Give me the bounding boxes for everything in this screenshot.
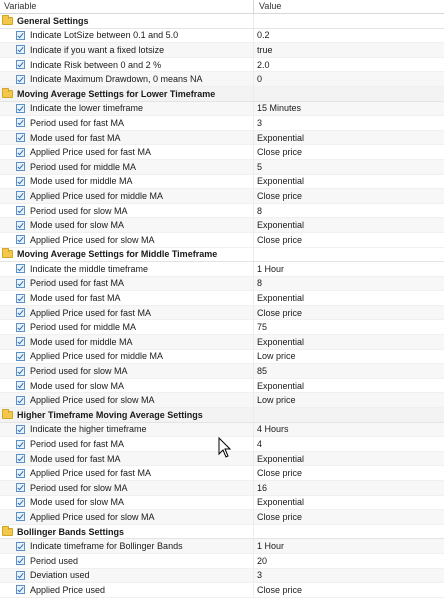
- parameter-checkbox-icon: [16, 454, 25, 463]
- parameter-name: Indicate if you want a fixed lotsize: [30, 44, 165, 55]
- parameter-checkbox-icon: [16, 425, 25, 434]
- parameter-name-cell: [0, 204, 254, 218]
- parameter-name-cell: [0, 262, 254, 276]
- parameter-row[interactable]: [0, 131, 444, 146]
- parameter-value[interactable]: 0.2: [257, 30, 270, 41]
- value-column-header[interactable]: Value: [259, 1, 282, 11]
- parameter-name-cell: [0, 72, 254, 86]
- parameter-name-cell: [0, 379, 254, 393]
- parameter-name: Applied Price used for middle MA: [30, 190, 164, 201]
- parameter-name: Period used: [30, 555, 79, 566]
- parameter-checkbox-icon: [16, 221, 25, 230]
- parameter-row[interactable]: [0, 204, 444, 219]
- parameter-value[interactable]: true: [257, 44, 273, 55]
- parameter-row[interactable]: [0, 335, 444, 350]
- parameter-name-cell: [0, 437, 254, 451]
- parameter-value[interactable]: Exponential: [257, 380, 305, 391]
- parameter-row[interactable]: [0, 350, 444, 365]
- parameter-value[interactable]: 8: [257, 278, 263, 289]
- parameter-row[interactable]: [0, 145, 444, 160]
- parameter-checkbox-icon: [16, 31, 25, 40]
- parameter-checkbox-icon: [16, 469, 25, 478]
- folder-icon: [2, 250, 13, 258]
- parameter-row[interactable]: [0, 233, 444, 248]
- group-row[interactable]: [0, 14, 444, 29]
- parameter-checkbox-icon: [16, 308, 25, 317]
- parameter-name-cell: [0, 583, 254, 597]
- parameter-name: Period used for fast MA: [30, 278, 125, 289]
- parameter-name: Indicate the higher timeframe: [30, 424, 147, 435]
- parameter-value[interactable]: 3: [257, 117, 263, 128]
- group-row[interactable]: [0, 408, 444, 423]
- parameter-name: Mode used for slow MA: [30, 497, 125, 508]
- parameter-checkbox-icon: [16, 396, 25, 405]
- parameter-value[interactable]: Exponential: [257, 293, 305, 304]
- parameter-value[interactable]: 85: [257, 366, 268, 377]
- folder-icon: [2, 528, 13, 536]
- parameter-value[interactable]: 16: [257, 482, 268, 493]
- parameter-value[interactable]: 3: [257, 570, 263, 581]
- parameter-name-cell: [0, 393, 254, 407]
- parameter-name: Indicate Risk between 0 and 2 %: [30, 59, 162, 70]
- parameter-value[interactable]: 75: [257, 322, 268, 333]
- group-value-cell: [254, 87, 444, 101]
- parameter-name: Mode used for middle MA: [30, 176, 133, 187]
- group-value-cell: [254, 14, 444, 28]
- parameter-row[interactable]: [0, 393, 444, 408]
- parameter-checkbox-icon: [16, 556, 25, 565]
- parameter-row[interactable]: [0, 554, 444, 569]
- parameter-name: Applied Price used: [30, 584, 106, 595]
- parameter-name: Period used for fast MA: [30, 117, 125, 128]
- parameter-checkbox-icon: [16, 279, 25, 288]
- parameter-value[interactable]: Exponential: [257, 497, 305, 508]
- group-value-cell: [254, 525, 444, 539]
- parameter-value[interactable]: 4 Hours: [257, 424, 289, 435]
- parameter-checkbox-icon: [16, 483, 25, 492]
- parameter-name-cell: [0, 189, 254, 203]
- parameter-name-cell: [0, 131, 254, 145]
- parameter-name: Indicate the lower timeframe: [30, 103, 144, 114]
- parameter-name: Mode used for slow MA: [30, 220, 125, 231]
- parameter-name-cell: [0, 496, 254, 510]
- parameter-row[interactable]: [0, 569, 444, 584]
- parameter-name-cell: [0, 320, 254, 334]
- parameter-row[interactable]: [0, 466, 444, 481]
- parameter-name-cell: [0, 43, 254, 57]
- parameter-name: Mode used for fast MA: [30, 293, 121, 304]
- parameter-row[interactable]: [0, 58, 444, 73]
- parameter-name: Applied Price used for slow MA: [30, 511, 155, 522]
- parameter-name: Period used for fast MA: [30, 439, 125, 450]
- parameter-row[interactable]: [0, 116, 444, 131]
- parameter-name-cell: [0, 481, 254, 495]
- group-title: Higher Timeframe Moving Average Settings: [17, 409, 203, 420]
- parameter-name: Indicate timeframe for Bollinger Bands: [30, 541, 183, 552]
- parameter-value[interactable]: Close price: [257, 234, 303, 245]
- parameter-value[interactable]: Close price: [257, 147, 303, 158]
- parameter-name: Indicate the middle timeframe: [30, 263, 149, 274]
- group-cell: [0, 248, 254, 262]
- parameter-name-cell: [0, 306, 254, 320]
- parameter-row[interactable]: [0, 510, 444, 525]
- parameter-row[interactable]: [0, 43, 444, 58]
- parameter-checkbox-icon: [16, 337, 25, 346]
- parameter-name-cell: [0, 233, 254, 247]
- parameter-row[interactable]: [0, 102, 444, 117]
- parameter-checkbox-icon: [16, 352, 25, 361]
- parameter-value[interactable]: Low price: [257, 395, 296, 406]
- parameter-row[interactable]: [0, 277, 444, 292]
- group-cell: [0, 14, 254, 28]
- parameter-name-cell: [0, 175, 254, 189]
- parameter-row[interactable]: [0, 306, 444, 321]
- parameter-row[interactable]: [0, 29, 444, 44]
- parameter-name-cell: [0, 423, 254, 437]
- parameter-value[interactable]: 1 Hour: [257, 541, 285, 552]
- parameter-row[interactable]: [0, 218, 444, 233]
- parameter-name-cell: [0, 116, 254, 130]
- parameter-value[interactable]: Close price: [257, 468, 303, 479]
- parameter-name: Mode used for fast MA: [30, 453, 121, 464]
- parameter-row[interactable]: [0, 423, 444, 438]
- parameter-checkbox-icon: [16, 498, 25, 507]
- parameter-row[interactable]: [0, 175, 444, 190]
- parameter-checkbox-icon: [16, 148, 25, 157]
- group-value-cell: [254, 248, 444, 262]
- parameter-name: Period used for slow MA: [30, 482, 128, 493]
- parameter-name: Applied Price used for middle MA: [30, 351, 164, 362]
- folder-icon: [2, 411, 13, 419]
- parameter-value[interactable]: Exponential: [257, 220, 305, 231]
- parameter-row[interactable]: [0, 320, 444, 335]
- parameter-value[interactable]: Exponential: [257, 132, 305, 143]
- parameter-name-cell: [0, 335, 254, 349]
- parameter-checkbox-icon: [16, 118, 25, 127]
- parameter-checkbox-icon: [16, 440, 25, 449]
- parameter-value[interactable]: 0: [257, 74, 263, 85]
- parameter-row[interactable]: [0, 189, 444, 204]
- parameter-name-cell: [0, 145, 254, 159]
- parameter-checkbox-icon: [16, 264, 25, 273]
- parameter-checkbox-icon: [16, 367, 25, 376]
- parameter-name: Period used for middle MA: [30, 322, 137, 333]
- parameter-row[interactable]: [0, 481, 444, 496]
- parameter-row[interactable]: [0, 291, 444, 306]
- parameter-checkbox-icon: [16, 162, 25, 171]
- parameter-row[interactable]: [0, 262, 444, 277]
- parameter-name: Period used for slow MA: [30, 205, 128, 216]
- parameter-checkbox-icon: [16, 45, 25, 54]
- group-title: Moving Average Settings for Lower Timeframe: [17, 88, 216, 99]
- parameter-checkbox-icon: [16, 571, 25, 580]
- parameter-name-cell: [0, 102, 254, 116]
- parameter-value[interactable]: 1 Hour: [257, 263, 285, 274]
- parameter-value[interactable]: 20: [257, 555, 268, 566]
- parameter-checkbox-icon: [16, 177, 25, 186]
- parameter-name-cell: [0, 539, 254, 553]
- parameter-name: Mode used for fast MA: [30, 132, 121, 143]
- parameter-name: Mode used for middle MA: [30, 336, 133, 347]
- parameter-name: Applied Price used for fast MA: [30, 468, 152, 479]
- parameter-checkbox-icon: [16, 60, 25, 69]
- parameter-checkbox-icon: [16, 206, 25, 215]
- parameter-checkbox-icon: [16, 294, 25, 303]
- parameter-name: Period used for slow MA: [30, 366, 128, 377]
- group-row[interactable]: [0, 248, 444, 263]
- parameter-row[interactable]: [0, 160, 444, 175]
- parameter-name: Deviation used: [30, 570, 90, 581]
- parameter-value[interactable]: Close price: [257, 584, 303, 595]
- parameter-row[interactable]: [0, 583, 444, 598]
- parameter-checkbox-icon: [16, 235, 25, 244]
- parameter-name: Indicate LotSize between 0.1 and 5.0: [30, 30, 179, 41]
- group-cell: [0, 525, 254, 539]
- parameter-name: Mode used for slow MA: [30, 380, 125, 391]
- parameter-name-cell: [0, 29, 254, 43]
- parameter-name-cell: [0, 452, 254, 466]
- parameter-name-cell: [0, 510, 254, 524]
- parameter-name: Applied Price used for fast MA: [30, 147, 152, 158]
- parameter-checkbox-icon: [16, 512, 25, 521]
- parameter-value[interactable]: 2.0: [257, 59, 270, 70]
- parameter-name-cell: [0, 58, 254, 72]
- parameter-checkbox-icon: [16, 75, 25, 84]
- parameter-checkbox-icon: [16, 323, 25, 332]
- parameter-value[interactable]: Exponential: [257, 176, 305, 187]
- group-cell: [0, 408, 254, 422]
- group-title: Moving Average Settings for Middle Timeframe: [17, 249, 218, 260]
- parameter-name: Applied Price used for slow MA: [30, 234, 155, 245]
- parameter-name-cell: [0, 554, 254, 568]
- group-title: Bollinger Bands Settings: [17, 526, 125, 537]
- folder-icon: [2, 17, 13, 25]
- parameter-row[interactable]: [0, 364, 444, 379]
- parameter-name-cell: [0, 291, 254, 305]
- folder-icon: [2, 90, 13, 98]
- mouse-cursor-icon: [218, 437, 232, 459]
- parameter-checkbox-icon: [16, 381, 25, 390]
- parameters-table: [0, 14, 444, 598]
- parameter-value[interactable]: 4: [257, 439, 263, 450]
- parameter-checkbox-icon: [16, 542, 25, 551]
- parameter-checkbox-icon: [16, 585, 25, 594]
- parameter-checkbox-icon: [16, 104, 25, 113]
- parameter-name-cell: [0, 218, 254, 232]
- parameter-value[interactable]: Close price: [257, 307, 303, 318]
- parameter-name-cell: [0, 350, 254, 364]
- parameter-value[interactable]: Close price: [257, 511, 303, 522]
- parameter-value[interactable]: Low price: [257, 351, 296, 362]
- parameter-checkbox-icon: [16, 191, 25, 200]
- variable-column-header[interactable]: Variable: [0, 0, 254, 13]
- parameter-name-cell: [0, 160, 254, 174]
- parameter-name-cell: [0, 466, 254, 480]
- parameter-row[interactable]: [0, 72, 444, 87]
- group-cell: [0, 87, 254, 101]
- group-value-cell: [254, 408, 444, 422]
- parameter-name: Applied Price used for slow MA: [30, 395, 155, 406]
- parameter-value[interactable]: Close price: [257, 190, 303, 201]
- parameter-name-cell: [0, 364, 254, 378]
- parameter-name-cell: [0, 569, 254, 583]
- group-row[interactable]: [0, 87, 444, 102]
- parameter-row[interactable]: [0, 496, 444, 511]
- parameter-value[interactable]: 8: [257, 205, 263, 216]
- parameter-row[interactable]: [0, 379, 444, 394]
- parameter-value[interactable]: 15 Minutes: [257, 103, 302, 114]
- parameter-value[interactable]: Exponential: [257, 453, 305, 464]
- parameter-name: Applied Price used for fast MA: [30, 307, 152, 318]
- parameter-checkbox-icon: [16, 133, 25, 142]
- parameter-name: Indicate Maximum Drawdown, 0 means NA: [30, 74, 203, 85]
- parameter-value[interactable]: Exponential: [257, 336, 305, 347]
- parameter-name: Period used for middle MA: [30, 161, 137, 172]
- group-title: General Settings: [17, 15, 89, 26]
- group-row[interactable]: [0, 525, 444, 540]
- parameter-name-cell: [0, 277, 254, 291]
- parameter-value[interactable]: 5: [257, 161, 263, 172]
- table-header: [0, 0, 444, 14]
- parameter-row[interactable]: [0, 539, 444, 554]
